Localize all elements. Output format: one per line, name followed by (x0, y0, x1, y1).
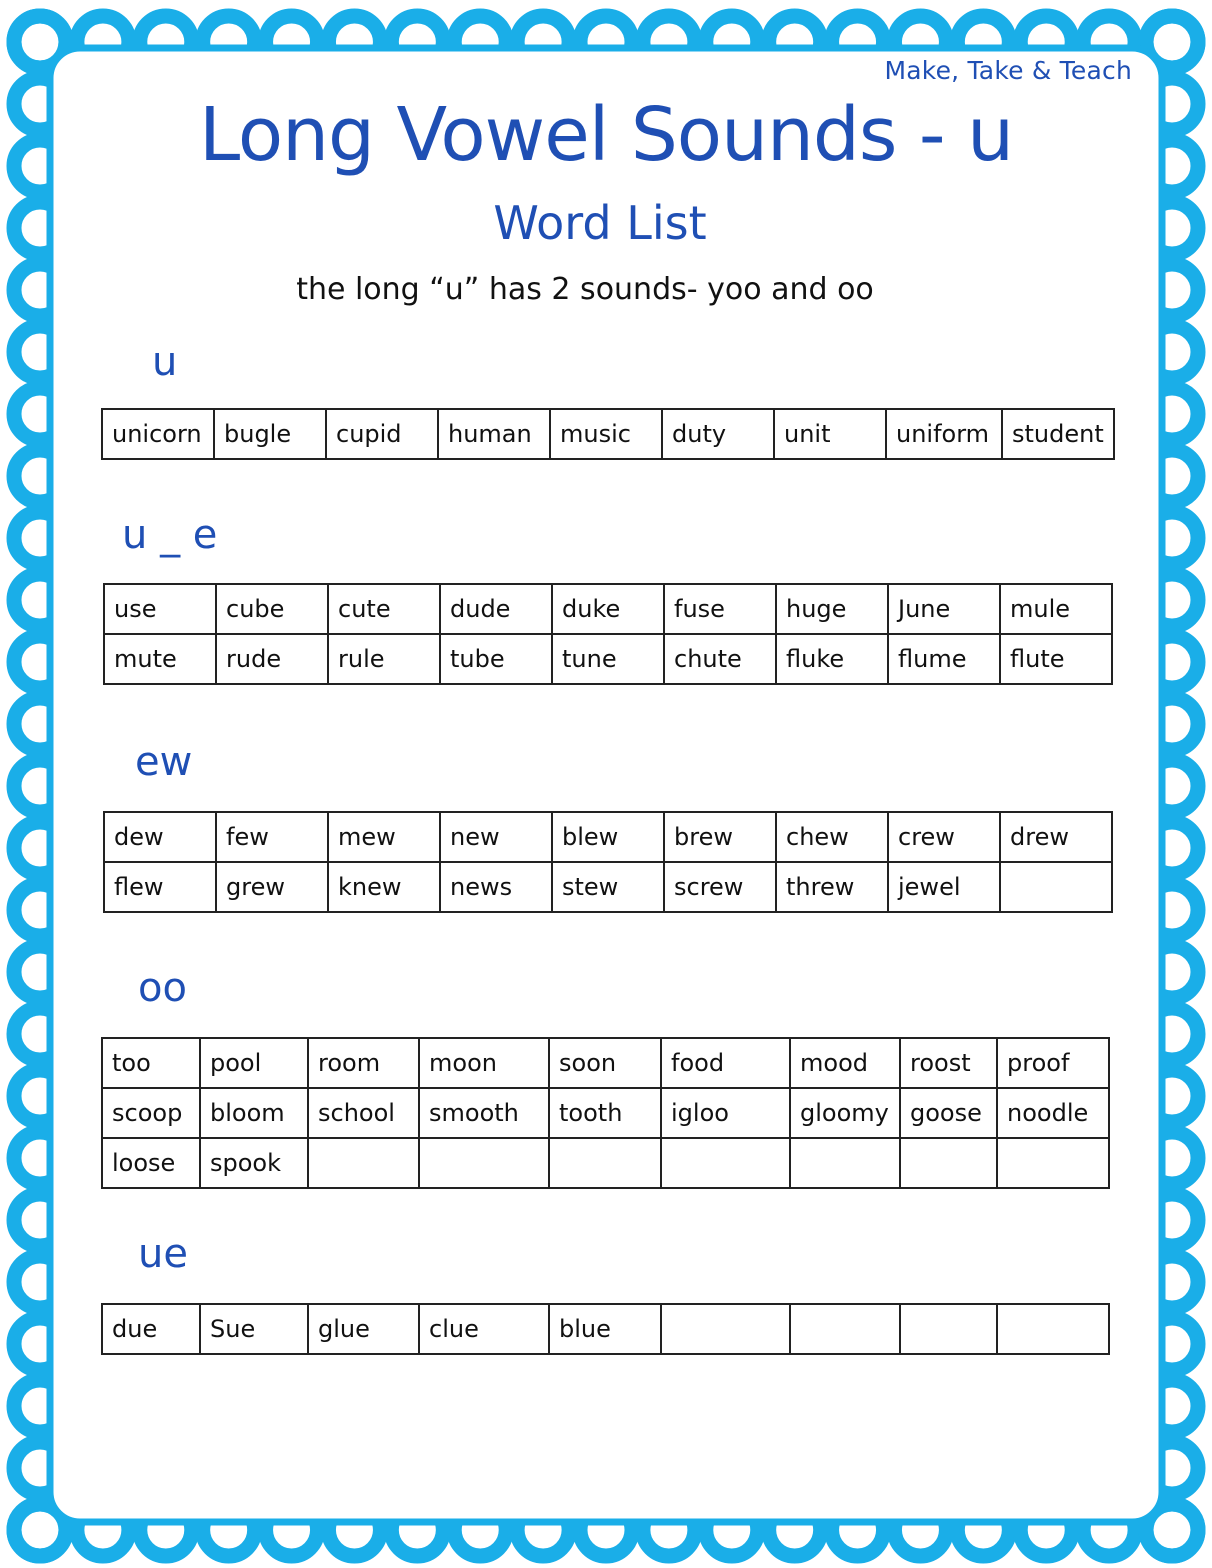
word-cell (790, 1304, 900, 1354)
word-cell: scoop (102, 1088, 200, 1138)
word-cell: school (308, 1088, 419, 1138)
word-cell: pool (200, 1038, 308, 1088)
table-row (104, 862, 1112, 912)
word-cell (900, 1138, 997, 1188)
word-cell: clue (419, 1304, 549, 1354)
word-cell: blew (552, 812, 664, 862)
word-cell: dude (440, 584, 552, 634)
word-cell: mute (104, 634, 216, 684)
word-cell: student (1002, 409, 1114, 459)
table-row (102, 409, 1114, 459)
word-cell: mule (1000, 584, 1112, 634)
word-cell: rule (328, 634, 440, 684)
word-cell: igloo (661, 1088, 790, 1138)
word-cell: moon (419, 1038, 549, 1088)
word-cell: music (550, 409, 662, 459)
word-table-u-e (103, 583, 1113, 685)
word-cell: stew (552, 862, 664, 912)
word-cell: crew (888, 812, 1000, 862)
word-cell: rude (216, 634, 328, 684)
word-cell: mew (328, 812, 440, 862)
word-cell: brew (664, 812, 776, 862)
word-cell: glue (308, 1304, 419, 1354)
word-table-oo (101, 1037, 1110, 1189)
word-cell: spook (200, 1138, 308, 1188)
page-subtitle: Word List (493, 196, 707, 250)
word-cell: mood (790, 1038, 900, 1088)
word-cell (549, 1138, 661, 1188)
word-cell: too (102, 1038, 200, 1088)
word-cell: knew (328, 862, 440, 912)
word-cell: blue (549, 1304, 661, 1354)
table-row (102, 1088, 1109, 1138)
word-cell: chew (776, 812, 888, 862)
word-table-ew (103, 811, 1113, 913)
word-cell: tube (440, 634, 552, 684)
word-cell: grew (216, 862, 328, 912)
word-cell (661, 1304, 790, 1354)
word-table-u (101, 408, 1115, 460)
word-cell (661, 1138, 790, 1188)
page-title: Long Vowel Sounds - u (198, 92, 1014, 178)
word-cell: tune (552, 634, 664, 684)
word-cell: news (440, 862, 552, 912)
word-cell (419, 1138, 549, 1188)
word-cell: goose (900, 1088, 997, 1138)
table-row (104, 634, 1112, 684)
word-cell: new (440, 812, 552, 862)
word-cell: room (308, 1038, 419, 1088)
section-label-u: u (152, 339, 178, 385)
word-cell: food (661, 1038, 790, 1088)
word-cell: bugle (214, 409, 326, 459)
word-cell: unicorn (102, 409, 214, 459)
word-cell: duty (662, 409, 774, 459)
word-cell: few (216, 812, 328, 862)
word-cell: smooth (419, 1088, 549, 1138)
table-row (104, 584, 1112, 634)
word-cell: human (438, 409, 550, 459)
word-cell: soon (549, 1038, 661, 1088)
word-cell (997, 1138, 1109, 1188)
section-label-u-e: u _ e (122, 512, 218, 558)
word-cell: gloomy (790, 1088, 900, 1138)
word-cell: drew (1000, 812, 1112, 862)
word-cell: screw (664, 862, 776, 912)
table-row (102, 1304, 1109, 1354)
section-label-ew: ew (135, 739, 193, 785)
word-cell: huge (776, 584, 888, 634)
word-cell: jewel (888, 862, 1000, 912)
table-row (102, 1038, 1109, 1088)
word-table-ue (101, 1303, 1110, 1355)
word-cell (900, 1304, 997, 1354)
word-cell: flume (888, 634, 1000, 684)
intro-text: the long “u” has 2 sounds- yoo and oo (296, 272, 874, 307)
table-row (102, 1138, 1109, 1188)
word-cell: cute (328, 584, 440, 634)
word-cell: noodle (997, 1088, 1109, 1138)
word-cell: threw (776, 862, 888, 912)
word-cell: tooth (549, 1088, 661, 1138)
word-cell: unit (774, 409, 886, 459)
word-cell: flute (1000, 634, 1112, 684)
word-cell (308, 1138, 419, 1188)
brand-label: Make, Take & Teach (884, 56, 1132, 85)
word-cell: fluke (776, 634, 888, 684)
word-cell: Sue (200, 1304, 308, 1354)
word-cell: bloom (200, 1088, 308, 1138)
word-cell: roost (900, 1038, 997, 1088)
word-cell (997, 1304, 1109, 1354)
word-cell: duke (552, 584, 664, 634)
word-cell: flew (104, 862, 216, 912)
word-cell: due (102, 1304, 200, 1354)
word-cell: dew (104, 812, 216, 862)
section-label-ue: ue (138, 1231, 188, 1277)
word-cell: chute (664, 634, 776, 684)
table-row (104, 812, 1112, 862)
word-cell: June (888, 584, 1000, 634)
word-cell: fuse (664, 584, 776, 634)
word-cell: uniform (886, 409, 1002, 459)
word-cell: use (104, 584, 216, 634)
word-cell: loose (102, 1138, 200, 1188)
section-label-oo: oo (138, 965, 187, 1011)
word-cell (1000, 862, 1112, 912)
word-cell: cupid (326, 409, 438, 459)
word-cell: cube (216, 584, 328, 634)
word-cell (790, 1138, 900, 1188)
word-cell: proof (997, 1038, 1109, 1088)
